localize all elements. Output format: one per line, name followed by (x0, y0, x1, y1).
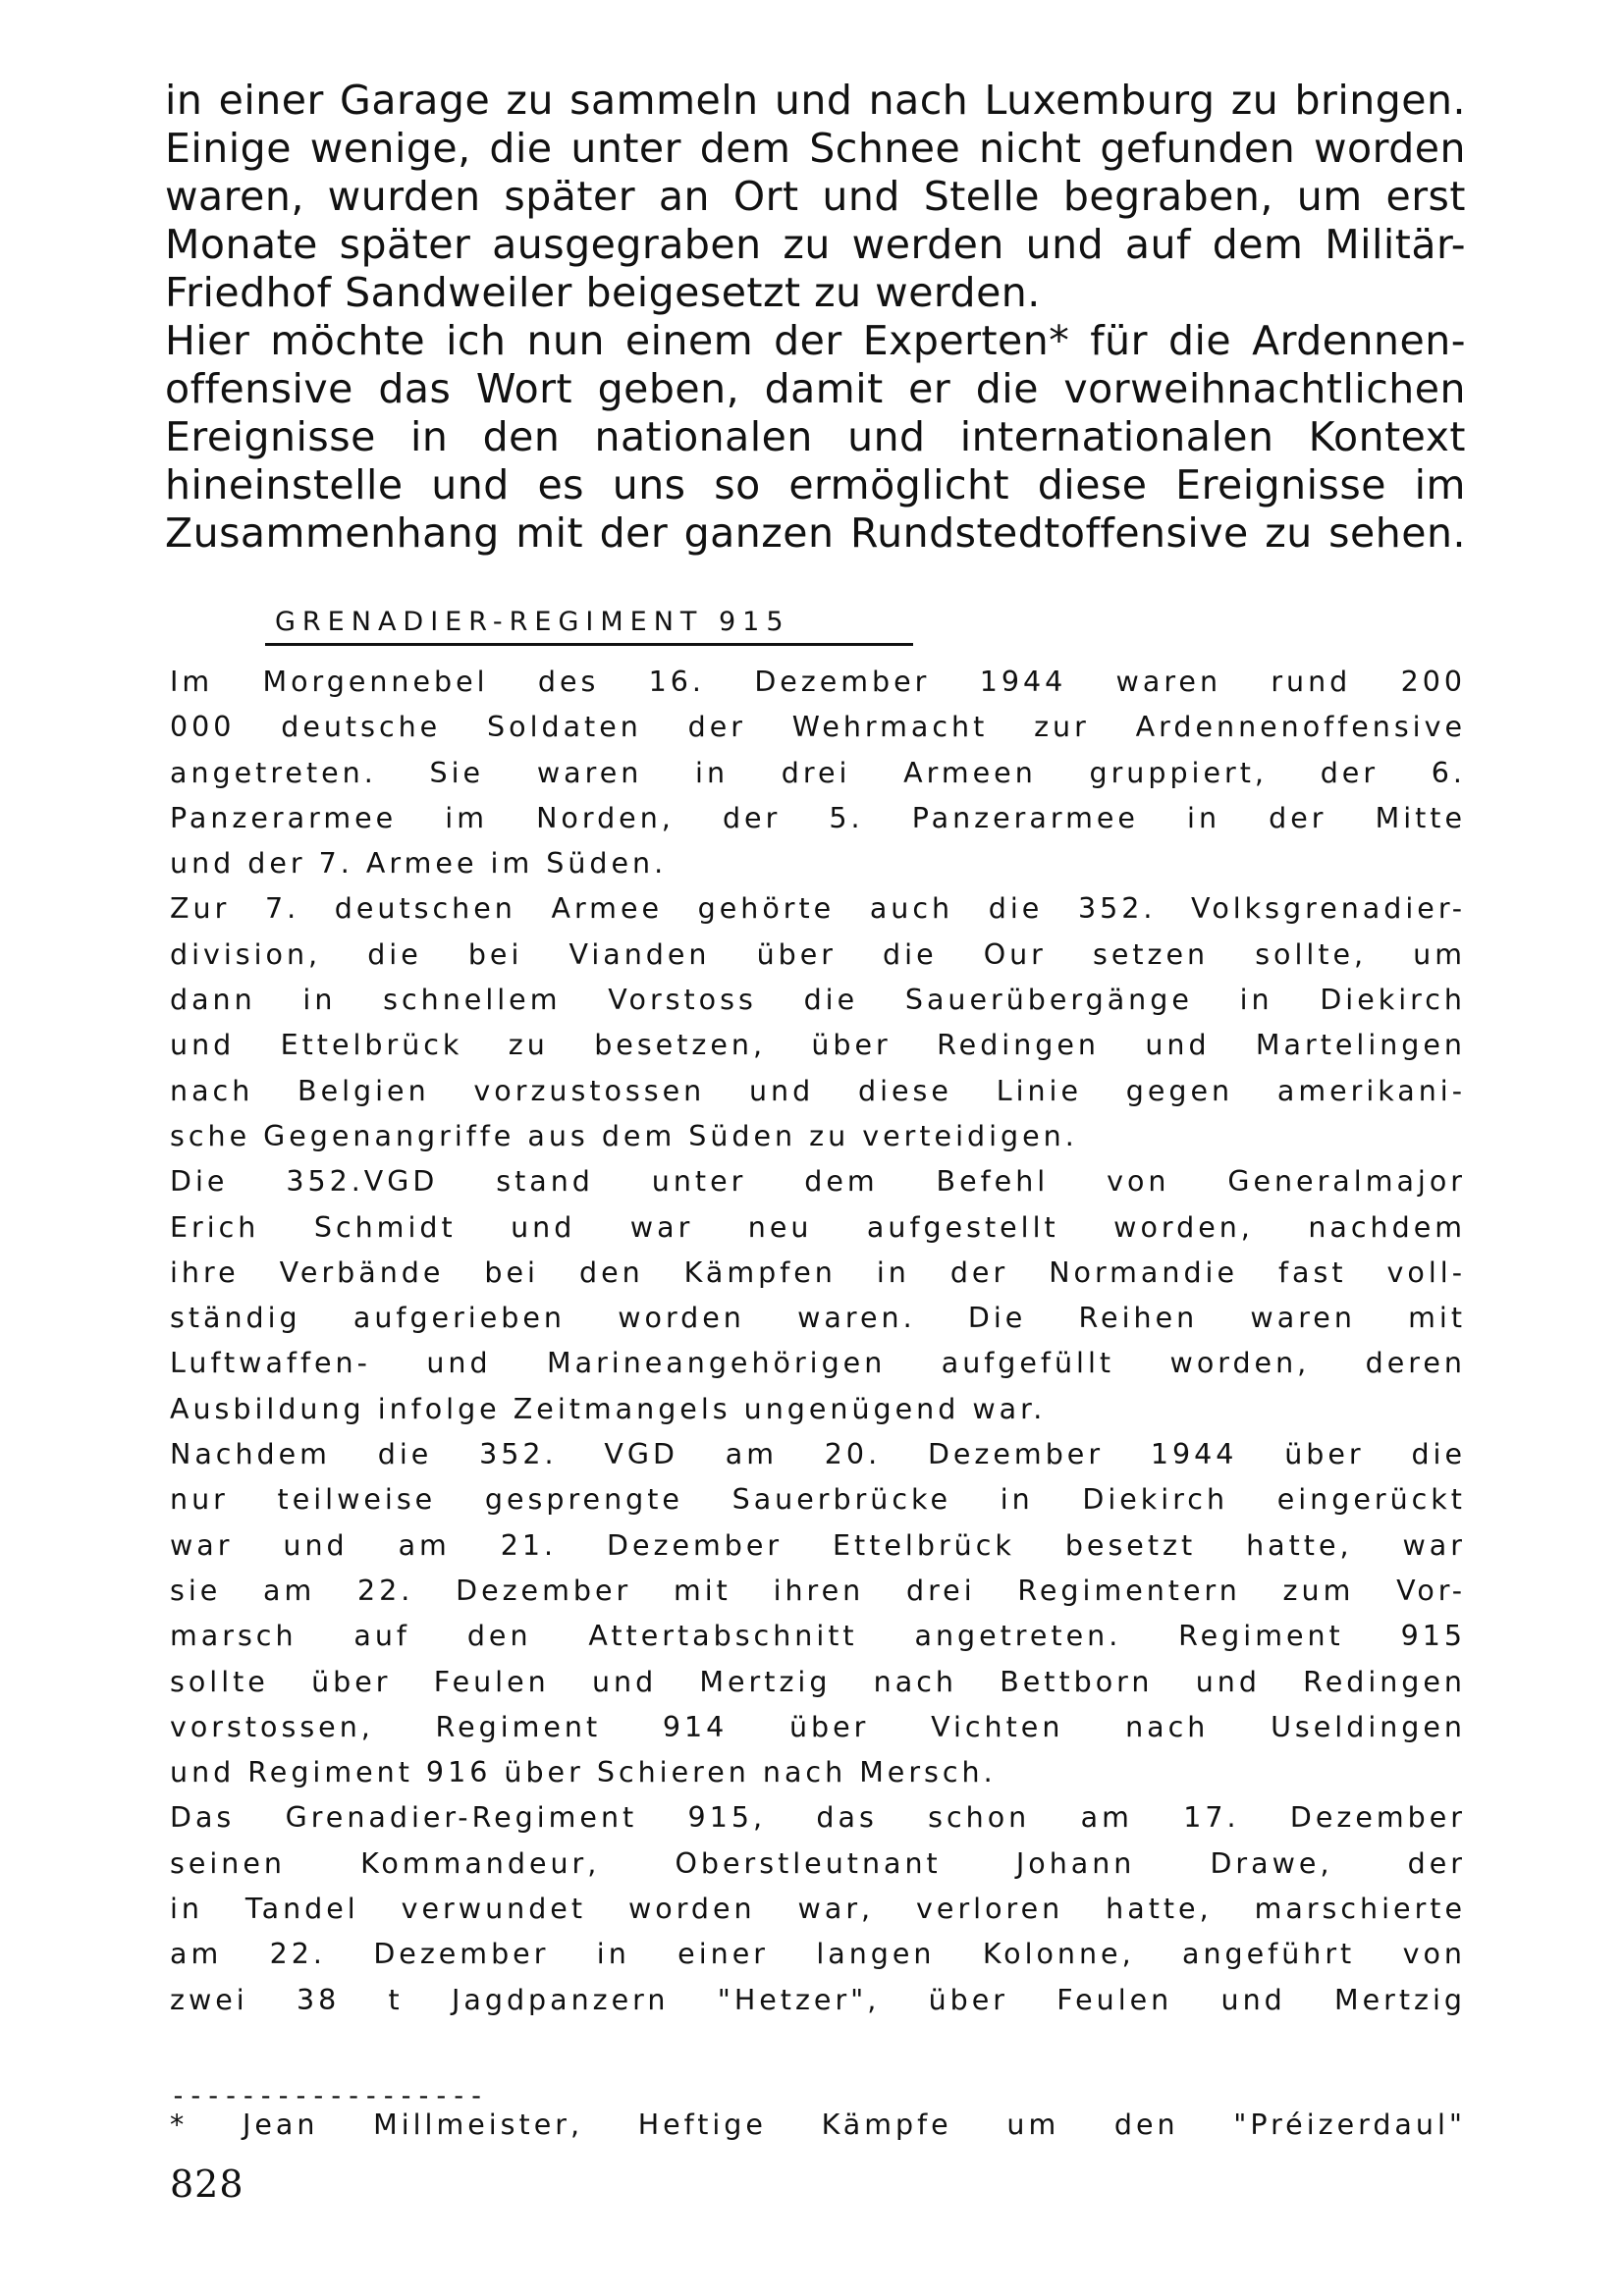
intro-line: waren, wurden später an Ort und Stelle begraben, um erst (165, 173, 1466, 220)
intro-line: hineinstelle und es uns so ermöglicht diese Ereignisse im (165, 461, 1466, 508)
body-line: angetreten. Sie waren in drei Armeen gruppiert, der 6. (170, 756, 1466, 789)
intro-line: Hier möchte ich nun einem der Experten* für die Ardennen- (165, 317, 1466, 364)
intro-line: offensive das Wort geben, damit er die vorweihnachtlichen (165, 365, 1466, 412)
heading-underline (265, 643, 913, 646)
body-line: dann in schnellem Vorstoss die Sauerübergänge in Diekirch (170, 984, 1466, 1017)
body-line: Ausbildung infolge Zeitmangels ungenügend war. (170, 1392, 1047, 1425)
footnote: * Jean Millmeister, Heftige Kämpfe um den "Préizerdaul" (170, 2109, 1466, 2141)
body-line: Die 352.VGD stand unter dem Befehl von Generalmajor (170, 1165, 1466, 1199)
body-line: zwei 38 t Jagdpanzern "Hetzer", über Feulen und Mertzig (170, 1983, 1466, 2016)
intro-line: Zusammenhang mit der ganzen Rundstedtoffensive zu sehen. (165, 509, 1466, 557)
body-line: und Ettelbrück zu besetzen, über Redingen und Martelingen (170, 1029, 1466, 1062)
body-line: marsch auf den Attertabschnitt angetreten. Regiment 915 (170, 1620, 1466, 1653)
body-line: Erich Schmidt und war neu aufgestellt worden, nachdem (170, 1210, 1466, 1244)
body-line: Im Morgennebel des 16. Dezember 1944 waren rund 200 (170, 666, 1466, 698)
intro-line: in einer Garage zu sammeln und nach Luxemburg zu bringen. (165, 77, 1466, 124)
body-line: sie am 22. Dezember mit ihren drei Regimentern zum Vor- (170, 1574, 1466, 1607)
body-line: am 22. Dezember in einer langen Kolonne, angeführt von (170, 1938, 1466, 1971)
body-line: Panzerarmee im Norden, der 5. Panzerarmee in der Mitte (170, 801, 1466, 834)
body-line: seinen Kommandeur, Oberstleutnant Johann Drawe, der (170, 1846, 1466, 1880)
intro-line: Friedhof Sandweiler beigesetzt zu werden. (165, 269, 1041, 316)
intro-line: Ereignisse in den nationalen und internationalen Kontext (165, 413, 1466, 460)
body-line: Luftwaffen- und Marineangehörigen aufgefüllt worden, deren (170, 1347, 1466, 1380)
footnote-separator: ------------------ (170, 2079, 486, 2111)
body-line: sollte über Feulen und Mertzig nach Bettborn und Redingen (170, 1665, 1466, 1698)
body-line: in Tandel verwundet worden war, verloren hatte, marschierte (170, 1893, 1466, 1926)
body-line: und Regiment 916 über Schieren nach Mersch. (170, 1756, 997, 1789)
body-line: sche Gegenangriffe aus dem Süden zu verteidigen. (170, 1119, 1078, 1152)
body-line: Zur 7. deutschen Armee gehörte auch die 352. Volksgrenadier- (170, 892, 1466, 926)
body-line: 000 deutsche Soldaten der Wehrmacht zur Ardennenoffensive (170, 711, 1466, 744)
body-line: vorstossen, Regiment 914 über Vichten nach Useldingen (170, 1710, 1466, 1743)
body-line: Nachdem die 352. VGD am 20. Dezember 1944 über die (170, 1438, 1466, 1471)
page-number: 828 (170, 2163, 244, 2206)
intro-line: Monate später ausgegraben zu werden und auf dem Militär- (165, 221, 1466, 268)
body-line: ihre Verbände bei den Kämpfen in der Normandie fast voll- (170, 1255, 1466, 1289)
body-line: nur teilweise gesprengte Sauerbrücke in Diekirch eingerückt (170, 1483, 1466, 1517)
body-line: ständig aufgerieben worden waren. Die Reihen waren mit (170, 1302, 1466, 1335)
intro-line: Einige wenige, die unter dem Schnee nicht gefunden worden (165, 125, 1466, 172)
body-line: division, die bei Vianden über die Our setzen sollte, um (170, 937, 1466, 971)
intro-text (165, 77, 1466, 558)
body-text (170, 660, 1466, 2023)
body-line: Das Grenadier-Regiment 915, das schon am 17. Dezember (170, 1801, 1466, 1835)
section-heading: GRENADIER-REGIMENT 915 (275, 607, 790, 637)
body-line: war und am 21. Dezember Ettelbrück besetzt hatte, war (170, 1528, 1466, 1562)
body-line: nach Belgien vorzustossen und diese Linie gegen amerikani- (170, 1074, 1466, 1107)
body-line: und der 7. Armee im Süden. (170, 847, 668, 881)
